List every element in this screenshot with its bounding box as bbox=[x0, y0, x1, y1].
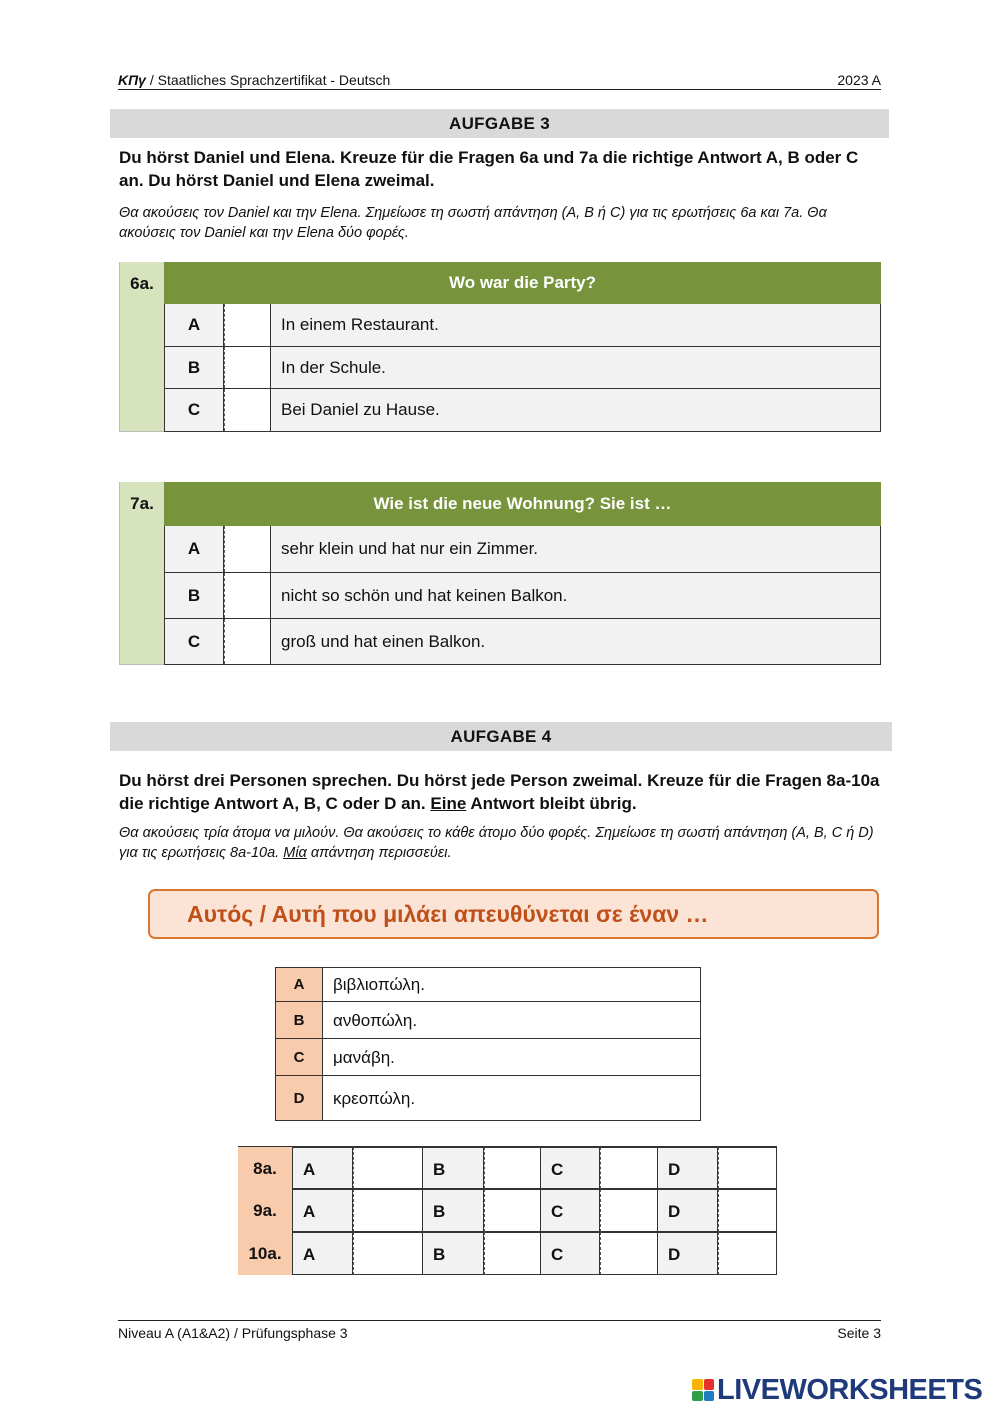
answer-letter: C bbox=[165, 389, 224, 431]
answer-letter: C bbox=[165, 619, 224, 664]
liveworksheets-text: LIVEWORKSHEETS bbox=[717, 1373, 983, 1406]
grid-checkbox-8a-b[interactable] bbox=[484, 1147, 541, 1189]
answer-letter: B bbox=[165, 573, 224, 618]
option-text: μανάβη. bbox=[333, 1048, 395, 1067]
grid-checkbox-10a-c[interactable] bbox=[600, 1232, 658, 1275]
grid-checkbox-8a-c[interactable] bbox=[600, 1147, 658, 1189]
grid-checkbox-9a-d[interactable] bbox=[718, 1189, 777, 1232]
grid-checkbox-10a-d[interactable] bbox=[718, 1232, 777, 1275]
aufgabe-4-instruction-de bbox=[119, 769, 881, 815]
grid-checkbox-8a-a[interactable] bbox=[353, 1147, 423, 1189]
grid-letter: D bbox=[658, 1232, 718, 1275]
aufgabe-3-instruction-de: Du hörst Daniel und Elena. Kreuze für die Fragen 6a und 7a die richtige Antwort A, B oder C an. Du hörst Daniel und Elena zweimal. bbox=[119, 148, 859, 190]
footer-level: Niveau A (A1&A2) / Prüfungsphase 3 bbox=[118, 1325, 348, 1341]
grid-checkbox-9a-a[interactable] bbox=[353, 1189, 423, 1232]
grid-letter: B bbox=[423, 1147, 484, 1189]
answer-letter: B bbox=[165, 347, 224, 388]
answer-text: Bei Daniel zu Hause. bbox=[281, 400, 440, 419]
grid-checkbox-9a-b[interactable] bbox=[484, 1189, 541, 1232]
grid-letter: A bbox=[292, 1189, 353, 1232]
grid-row-8a bbox=[238, 1146, 777, 1189]
answer-letter: A bbox=[165, 304, 224, 346]
instruction-part: απάντηση περισσεύει. bbox=[310, 845, 452, 861]
grid-letter: A bbox=[292, 1147, 353, 1189]
option-letter: C bbox=[276, 1039, 323, 1075]
grid-question-number: 10a. bbox=[238, 1232, 292, 1275]
aufgabe-4-title: AUFGABE 4 bbox=[110, 722, 892, 751]
instruction-part: Du hörst drei Personen sprechen. Du hörst jede Person zweimal. Kreuze für die Fragen 8a-10a die richtige Antwort A, B, C oder D an. bbox=[119, 771, 880, 813]
header-title-text: / Staatliches Sprachzertifikat - Deutsch bbox=[149, 72, 391, 88]
answer-checkbox-6a-a[interactable] bbox=[224, 304, 271, 346]
page-header bbox=[118, 72, 881, 90]
grid-letter: C bbox=[541, 1189, 600, 1232]
answer-text: In der Schule. bbox=[281, 358, 386, 377]
instruction-part: Antwort bleibt übrig. bbox=[470, 794, 637, 813]
grid-checkbox-8a-d[interactable] bbox=[718, 1147, 777, 1189]
grid-letter: C bbox=[541, 1232, 600, 1275]
grid-checkbox-10a-b[interactable] bbox=[484, 1232, 541, 1275]
grid-row-9a bbox=[238, 1189, 777, 1232]
option-text: ανθοπώλη. bbox=[333, 1011, 418, 1030]
option-row-c bbox=[275, 1038, 701, 1076]
answer-checkbox-7a-a[interactable] bbox=[224, 526, 271, 572]
liveworksheets-watermark bbox=[692, 1374, 982, 1406]
question-6a-table bbox=[119, 262, 881, 432]
answer-checkbox-7a-b[interactable] bbox=[224, 573, 271, 618]
grid-letter: C bbox=[541, 1147, 600, 1189]
question-text: Wo war die Party? bbox=[164, 262, 881, 304]
aufgabe-4-instruction-gr bbox=[119, 823, 881, 863]
grid-letter: B bbox=[423, 1189, 484, 1232]
option-row-d bbox=[275, 1075, 701, 1121]
aufgabe-3-instruction-gr: Θα ακούσεις τον Daniel και την Elena. Σημείωσε τη σωστή απάντηση (A, B ή C) για τις ερωτήσεις 6a και 7a. Θα ακούσεις τον Daniel και την Elena δύο φορές. bbox=[119, 205, 827, 241]
option-text: βιβλιοπώλη. bbox=[333, 975, 425, 994]
aufgabe-3-title: AUFGABE 3 bbox=[110, 109, 889, 138]
grid-letter: B bbox=[423, 1232, 484, 1275]
option-letter: D bbox=[276, 1076, 323, 1120]
answer-row-7a-a bbox=[164, 526, 881, 573]
question-number: 6a. bbox=[119, 262, 164, 432]
footer-page-number: Seite 3 bbox=[837, 1325, 881, 1341]
answer-text: In einem Restaurant. bbox=[281, 315, 439, 334]
answer-row-6a-a bbox=[164, 304, 881, 347]
answer-checkbox-7a-c[interactable] bbox=[224, 619, 271, 664]
option-row-b bbox=[275, 1001, 701, 1039]
question-7a-table bbox=[119, 482, 881, 665]
answer-row-6a-b bbox=[164, 347, 881, 389]
answer-row-7a-b bbox=[164, 573, 881, 619]
option-row-a bbox=[275, 967, 701, 1002]
grid-question-number: 9a. bbox=[238, 1189, 292, 1232]
grid-letter: A bbox=[292, 1232, 353, 1275]
grid-checkbox-9a-c[interactable] bbox=[600, 1189, 658, 1232]
answer-row-7a-c bbox=[164, 619, 881, 665]
page-footer bbox=[118, 1320, 881, 1341]
answer-letter: A bbox=[165, 526, 224, 572]
grid-row-10a bbox=[238, 1232, 777, 1275]
header-year: 2023 A bbox=[837, 72, 881, 88]
header-title bbox=[118, 72, 390, 88]
grid-question-number: 8a. bbox=[238, 1147, 292, 1189]
grid-checkbox-10a-a[interactable] bbox=[353, 1232, 423, 1275]
instruction-emphasis: Eine bbox=[430, 794, 467, 813]
answer-checkbox-6a-b[interactable] bbox=[224, 347, 271, 388]
question-number: 7a. bbox=[119, 482, 164, 665]
answer-text: nicht so schön und hat keinen Balkon. bbox=[281, 586, 568, 605]
answer-text: sehr klein und hat nur ein Zimmer. bbox=[281, 539, 539, 558]
instruction-part: Θα ακούσεις τρία άτομα να μιλούν. Θα ακούσεις το κάθε άτομο δύο φορές. Σημείωσε τη σωστή απάντηση (A, B, C ή D) για τις ερωτήσεις 8a-10a. bbox=[119, 825, 874, 861]
answer-text: groß und hat einen Balkon. bbox=[281, 632, 486, 651]
liveworksheets-logo-icon bbox=[692, 1379, 714, 1401]
option-text: κρεοπώλη. bbox=[333, 1089, 416, 1108]
instruction-emphasis: Μία bbox=[283, 845, 307, 861]
option-letter: A bbox=[276, 968, 323, 1001]
answer-row-6a-c bbox=[164, 389, 881, 432]
grid-letter: D bbox=[658, 1189, 718, 1232]
grid-letter: D bbox=[658, 1147, 718, 1189]
answer-checkbox-6a-c[interactable] bbox=[224, 389, 271, 431]
option-letter: B bbox=[276, 1002, 323, 1038]
aufgabe-4-banner: Αυτός / Αυτή που μιλάει απευθύνεται σε έναν … bbox=[148, 889, 879, 939]
question-text: Wie ist die neue Wohnung? Sie ist … bbox=[164, 482, 881, 526]
header-brand: ΚΠγ bbox=[118, 72, 146, 88]
